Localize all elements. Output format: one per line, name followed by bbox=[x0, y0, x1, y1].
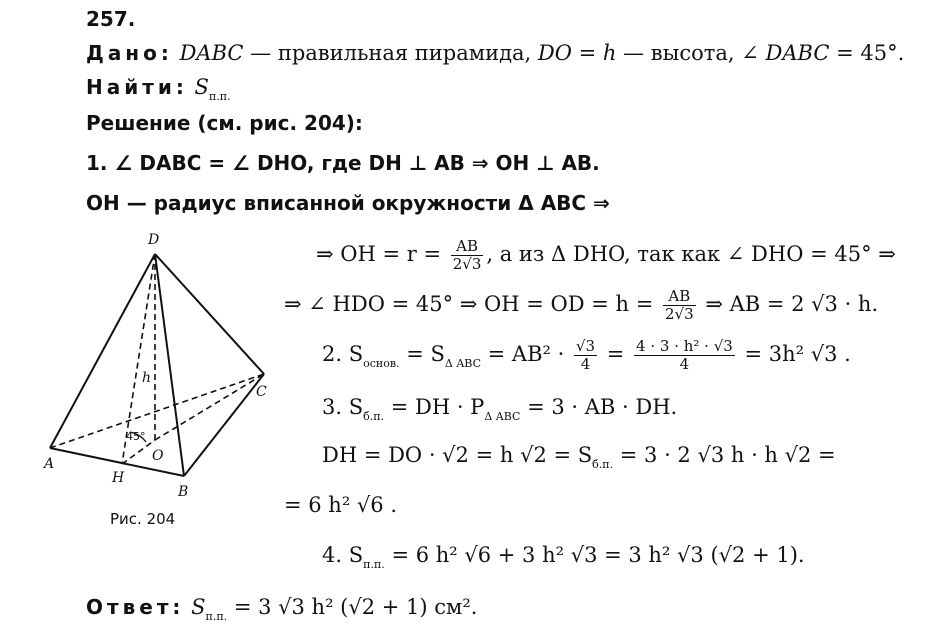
step-3c: = 6 h² √6 . bbox=[284, 493, 398, 517]
step-2-post: = 3h² √3 . bbox=[737, 342, 851, 366]
answer-var: S bbox=[191, 595, 206, 619]
label-height-h: h bbox=[142, 370, 152, 386]
find-var: S bbox=[194, 75, 209, 99]
given-var-do: DO bbox=[537, 41, 572, 65]
fraction-sqrt3-over-4 bbox=[574, 338, 597, 373]
frac-num: AB bbox=[663, 288, 696, 306]
step-4-sub: п.п. bbox=[363, 558, 385, 571]
label-angle: 45° bbox=[126, 430, 146, 443]
step-4-post: = 6 h² √6 + 3 h² √3 = 3 h² √3 (√2 + 1). bbox=[384, 543, 805, 567]
edge-da bbox=[50, 254, 155, 448]
step-3-sub: б.п. bbox=[363, 410, 385, 423]
fraction-ab-over-2sqrt3-b bbox=[663, 288, 696, 323]
step-2 bbox=[322, 338, 851, 377]
step-2-sub: основ. bbox=[363, 357, 400, 370]
given-text2: — высота, ∠ bbox=[616, 41, 766, 65]
step-3-mid: = DH · P bbox=[384, 395, 485, 419]
step-1d bbox=[284, 288, 878, 323]
label-c: C bbox=[256, 384, 267, 400]
given-value: = 45°. bbox=[829, 41, 905, 65]
find-sub: п.п. bbox=[208, 90, 231, 103]
frac-num: AB bbox=[451, 238, 484, 256]
step-4-pre: 4. S bbox=[322, 543, 364, 567]
step-1d-post: ⇒ AB = 2 √3 · h. bbox=[698, 292, 879, 316]
edge-dc bbox=[155, 254, 264, 374]
answer-label: Ответ: bbox=[86, 595, 185, 619]
frac-num: √3 bbox=[575, 337, 596, 355]
edge-bc bbox=[184, 374, 264, 476]
edge-db bbox=[155, 254, 184, 476]
step-1b: OH — радиус вписанной окружности Δ ABC ⇒ bbox=[86, 191, 610, 215]
label-o: O bbox=[152, 448, 164, 464]
fraction-product-over-4 bbox=[634, 338, 735, 373]
answer-expr: = 3 √3 h² (√2 + 1) см². bbox=[227, 595, 478, 619]
given-text: — правильная пирамида, bbox=[243, 41, 538, 65]
find-label: Найти: bbox=[86, 75, 188, 99]
step-3-sub2: Δ ABC bbox=[484, 410, 521, 423]
step-3 bbox=[322, 394, 677, 430]
step-3b-sub: б.п. bbox=[592, 458, 614, 471]
given-var-dabc2: DABC bbox=[765, 41, 830, 65]
frac-den: 4 bbox=[580, 355, 591, 373]
frac-den: 2√3 bbox=[452, 255, 482, 273]
step-2-eq: = bbox=[600, 342, 632, 366]
find-line bbox=[86, 74, 231, 110]
answer-sub: п.п. bbox=[205, 610, 228, 623]
step-3b-pre: DH = DO · √2 = h √2 = S bbox=[322, 443, 593, 467]
label-d: D bbox=[148, 232, 160, 248]
problem-number: 257. bbox=[86, 7, 136, 31]
step-2-pre: 2. S bbox=[322, 342, 364, 366]
answer-line bbox=[86, 594, 477, 630]
segment-oh bbox=[122, 440, 155, 464]
step-1: 1. ∠ DABC = ∠ DHO, где DH ⊥ AB ⇒ OH ⊥ AB. bbox=[86, 151, 600, 175]
label-h: H bbox=[112, 470, 125, 486]
step-3b-post: = 3 · 2 √3 h · h √2 = bbox=[613, 443, 836, 467]
step-2-mid2: = AB² · bbox=[480, 342, 571, 366]
solution-header: Решение (см. рис. 204): bbox=[86, 111, 363, 135]
step-3-post: = 3 · AB · DH. bbox=[520, 395, 678, 419]
given-var-dabc: DABC bbox=[179, 41, 244, 65]
step-1d-pre: ⇒ ∠ HDO = 45° ⇒ OH = OD = h = bbox=[284, 292, 660, 316]
frac-den: 4 bbox=[679, 355, 690, 373]
frac-num: 4 · 3 · h² · √3 bbox=[636, 337, 733, 355]
step-4 bbox=[322, 542, 805, 578]
frac-den: 2√3 bbox=[664, 305, 694, 323]
step-1c-post: , а из Δ DHO, так как ∠ DHO = 45° ⇒ bbox=[486, 242, 896, 266]
pyramid-figure bbox=[38, 228, 278, 508]
label-b: B bbox=[178, 484, 189, 500]
fraction-ab-over-2sqrt3 bbox=[451, 238, 484, 273]
step-3b bbox=[322, 442, 836, 478]
step-2-sub2: Δ ABC bbox=[444, 357, 481, 370]
edge-ac-hidden bbox=[50, 374, 264, 448]
step-1c bbox=[316, 238, 896, 273]
figure-caption: Рис. 204 bbox=[110, 510, 176, 528]
label-a: A bbox=[44, 456, 55, 472]
given-eq: = bbox=[571, 41, 603, 65]
step-3-pre: 3. S bbox=[322, 395, 364, 419]
step-1c-pre: ⇒ OH = r = bbox=[316, 242, 448, 266]
given-var-h: h bbox=[602, 41, 617, 65]
step-2-mid: = S bbox=[399, 342, 445, 366]
given-line bbox=[86, 40, 904, 66]
given-label: Дано: bbox=[86, 41, 173, 65]
